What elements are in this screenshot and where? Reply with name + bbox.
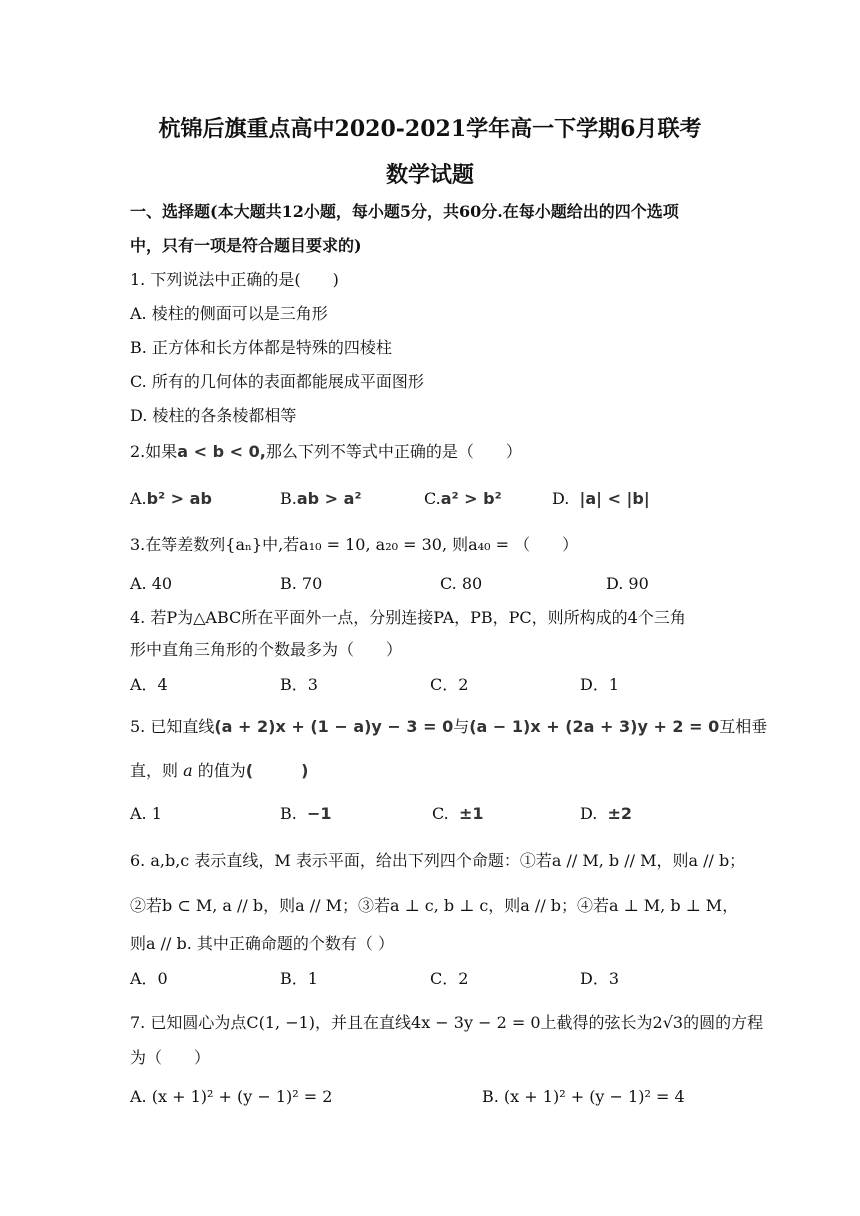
- question-5-variable: a: [183, 761, 193, 780]
- section-heading-line1: 一、选择题(本大题共12小题，每小题5分，共60分.在每小题给出的四个选项: [130, 202, 679, 221]
- question-2-option-c: [424, 488, 502, 510]
- question-4-stem-line1: 4. 若P为△ABC所在平面外一点，分别连接PA，PB，PC，则所构成的4个三角: [130, 608, 686, 627]
- question-5-option-d-label: D.: [580, 804, 598, 823]
- question-2-pre: 2.如果: [130, 442, 178, 461]
- question-2-option-c-label: C.: [424, 489, 441, 508]
- question-5-option-c-label: C.: [432, 804, 449, 823]
- exam-subtitle: 数学试题: [385, 162, 474, 188]
- question-3-option-a: A. 40: [130, 574, 173, 593]
- question-6-stem-line2: ②若b ⊂ M, a // b，则a // M；③若a ⊥ c, b ⊥ c，则a // b；④若a ⊥ M, b ⊥ M，: [130, 896, 739, 915]
- section-heading-line2: 中，只有一项是符合题目要求的): [130, 236, 362, 255]
- question-5-option-a: A. 1: [130, 804, 162, 823]
- question-5-option-b: [280, 803, 332, 825]
- question-5-option-c: [432, 803, 483, 825]
- question-5-line2-mid: 的值为: [197, 761, 246, 780]
- question-3-stem: 3.在等差数列{aₙ}中,若a₁₀ = 10, a₂₀ = 30, 则a₄₀ = （ ）: [130, 535, 579, 554]
- question-5-pre: 5. 已知直线: [130, 717, 215, 736]
- question-2-option-a-text: b² > ab: [146, 489, 212, 508]
- question-4-stem-line2: 形中直角三角形的个数最多为（ ）: [130, 640, 403, 659]
- question-3-option-d: D. 90: [606, 574, 649, 593]
- question-1-option-d: D. 棱柱的各条棱都相等: [130, 406, 297, 425]
- question-6-option-a: A．0: [130, 969, 168, 988]
- question-2-option-a: [130, 488, 212, 510]
- question-5-option-c-text: ±1: [458, 804, 484, 823]
- question-5-equation-2: (a − 1)x + (2a + 3)y + 2 = 0: [469, 717, 720, 736]
- question-2-stem: [130, 441, 522, 463]
- question-6-option-d: D．3: [580, 969, 620, 988]
- question-4-option-d: D．1: [580, 675, 620, 694]
- question-2-option-b-text: ab > a²: [296, 489, 362, 508]
- question-4-option-b: B．3: [280, 675, 318, 694]
- question-1-stem: 1. 下列说法中正确的是( ): [130, 270, 339, 289]
- question-7-option-b: B. (x + 1)² + (y − 1)² = 4: [482, 1087, 685, 1106]
- question-6-option-b: B．1: [280, 969, 318, 988]
- question-4-option-c: C．2: [430, 675, 469, 694]
- question-5-equation-1: (a + 2)x + (1 − a)y − 3 = 0: [214, 717, 454, 736]
- exam-title: 杭锦后旗重点高中2020-2021学年高一下学期6月联考: [158, 116, 702, 142]
- question-5-option-d: [580, 803, 632, 825]
- question-1-option-c: C. 所有的几何体的表面都能展成平面图形: [130, 372, 424, 391]
- question-7-stem-line2: 为（ ）: [130, 1048, 211, 1067]
- question-2-post: 那么下列不等式中正确的是（ ）: [265, 442, 522, 461]
- question-2-option-b: [280, 488, 361, 510]
- question-6-stem-line1: 6. a,b,c 表示直线，M 表示平面，给出下列四个命题：①若a // M, b // M，则a // b；: [130, 851, 746, 870]
- question-2-option-a-label: A.: [130, 489, 147, 508]
- question-5-line2-pre: 直，则: [130, 761, 179, 780]
- question-5-mid: 与: [453, 717, 470, 736]
- question-5-stem-line1: [130, 716, 767, 738]
- question-2-option-d-text: |a| < |b|: [579, 489, 650, 508]
- question-5-option-d-text: ±2: [607, 804, 633, 823]
- question-2-option-b-label: B.: [280, 489, 297, 508]
- question-5-post: 互相垂: [719, 717, 768, 736]
- question-2-condition: a < b < 0,: [177, 442, 266, 461]
- question-5-option-b-label: B.: [280, 804, 297, 823]
- question-5-stem-line2: [130, 760, 308, 782]
- question-6-option-c: C．2: [430, 969, 469, 988]
- question-1-option-a: A. 棱柱的侧面可以是三角形: [130, 304, 328, 323]
- question-6-stem-line3: 则a // b. 其中正确命题的个数有（ ）: [130, 934, 394, 953]
- question-3-option-c: C. 80: [440, 574, 483, 593]
- question-5-answer-paren: ( ): [245, 761, 309, 780]
- question-2-option-c-text: a² > b²: [440, 489, 502, 508]
- question-1-option-b: B. 正方体和长方体都是特殊的四棱柱: [130, 338, 392, 357]
- question-7-stem-line1: 7. 已知圆心为点C(1, −1)，并且在直线4x − 3y − 2 = 0上截得的弦长为2√3的圆的方程: [130, 1013, 764, 1032]
- question-4-option-a: A．4: [130, 675, 168, 694]
- question-2-option-d: [552, 488, 650, 510]
- question-3-option-b: B. 70: [280, 574, 323, 593]
- question-2-option-d-label: D.: [552, 489, 570, 508]
- question-7-option-a: A. (x + 1)² + (y − 1)² = 2: [130, 1087, 333, 1106]
- question-5-option-b-text: −1: [307, 804, 332, 823]
